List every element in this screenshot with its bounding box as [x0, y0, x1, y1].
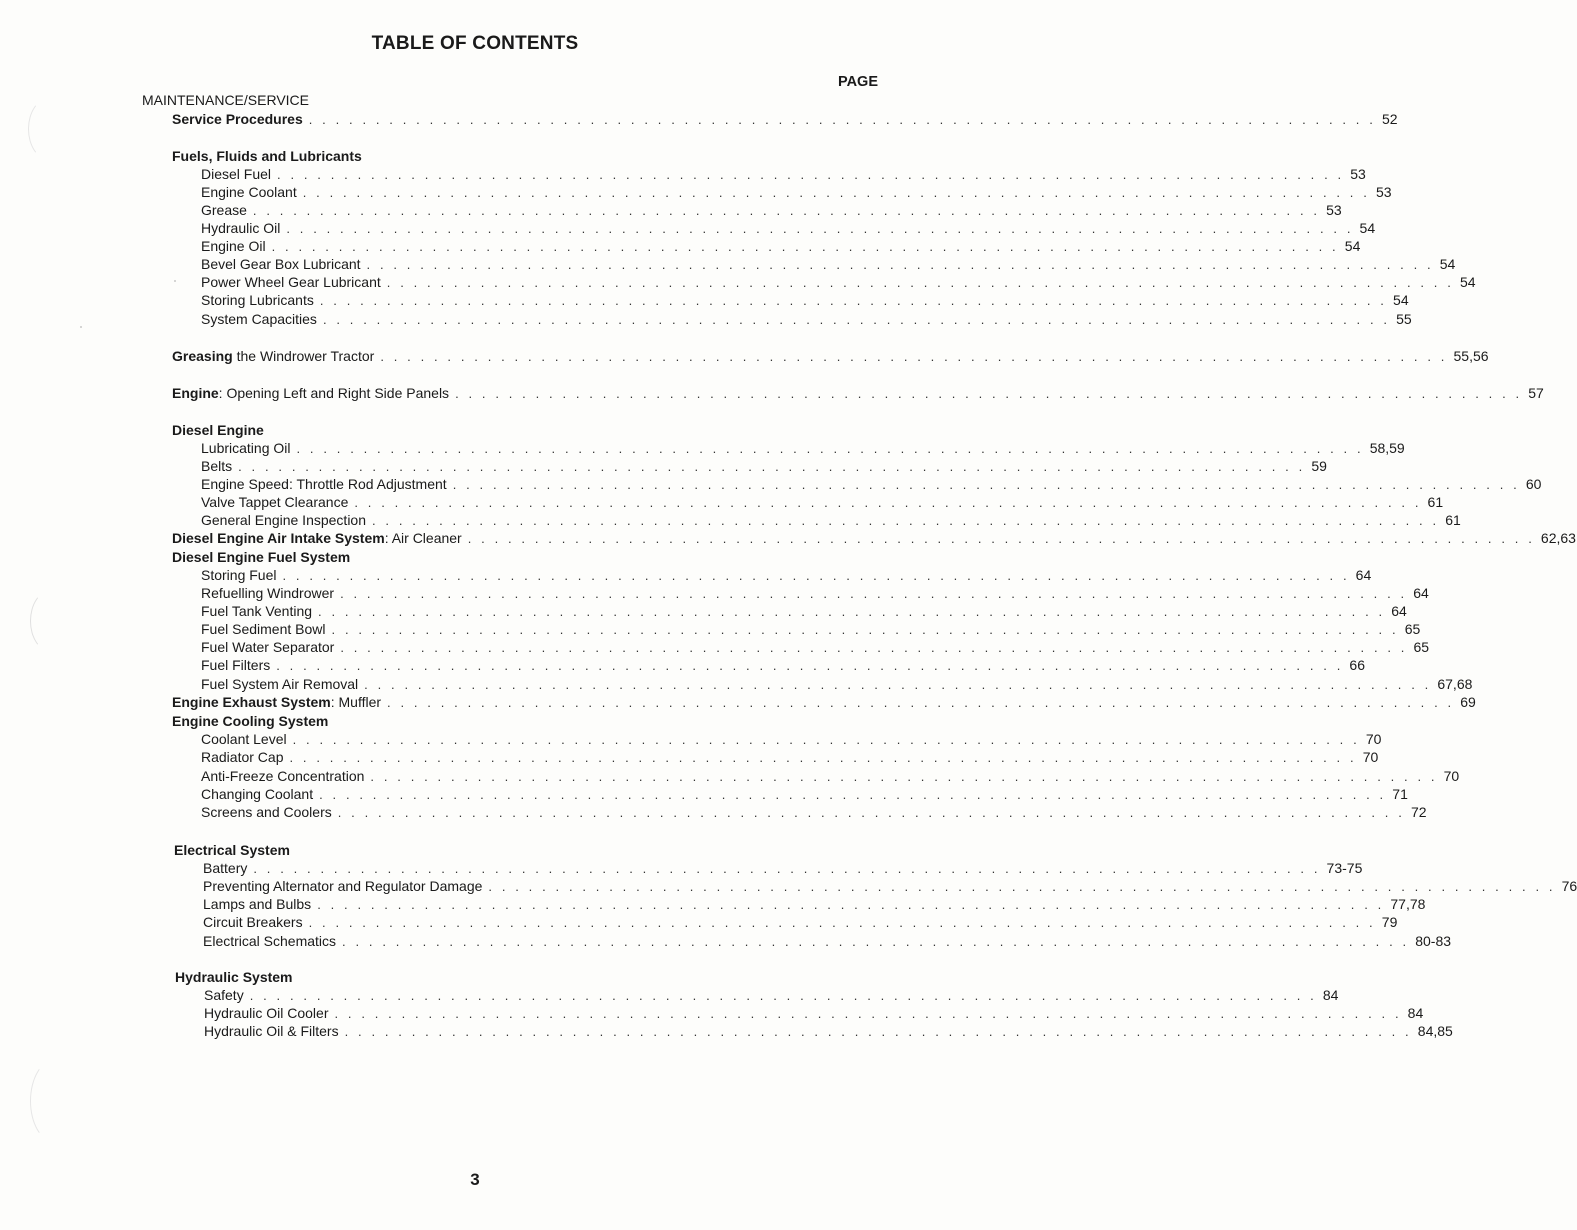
page-number: 3 [470, 1170, 480, 1189]
dot-leader: . . . . . . . . . . . . . . . . . . . . . . . . . . . . . . . . . . . . . . . . . . . . . . . . . . . . . . . . . . . . . . . . . . . . . . . . . . . . . . . . [322, 312, 1391, 327]
toc-entry-bevel-gear [201, 255, 1456, 273]
toc-entry-label-bold: Engine Exhaust System [172, 694, 331, 710]
toc-entry-page: 54 [1359, 220, 1376, 236]
toc-entry-label: Engine Coolant [201, 184, 297, 200]
toc-entry-coolant-level [201, 730, 1382, 748]
toc-entry-label: Power Wheel Gear Lubricant [201, 274, 381, 290]
toc-entry-page: 64 [1391, 603, 1407, 619]
dot-leader: . . . . . . . . . . . . . . . . . . . . . . . . . . . . . . . . . . . . . . . . . . . . . . . . . . . . . . . . . . . . . . . . . . . . . . . . . . . . . . . . [342, 934, 1410, 949]
dot-leader: . . . . . . . . . . . . . . . . . . . . . . . . . . . . . . . . . . . . . . . . . . . . . . . . . . . . . . . . . . . . . . . . . . . . . . . . . . . . . . . . [334, 1006, 1402, 1021]
toc-entry-fuel-tank-venting [201, 602, 1407, 620]
toc-entry-label [172, 693, 387, 711]
toc-entry-label: Grease [201, 202, 247, 218]
dot-leader: . . . . . . . . . . . . . . . . . . . . . . . . . . . . . . . . . . . . . . . . . . . . . . . . . . . . . . . . . . . . . . . . . . . . . . . . . . . . . . . . [331, 622, 1399, 637]
toc-heading-cooling: Engine Cooling System [172, 713, 329, 729]
toc-entry-engine-oil [201, 237, 1361, 255]
toc-heading-fuel-system: Diesel Engine Fuel System [172, 549, 351, 565]
toc-entry-label-bold: Diesel Engine Air Intake System [172, 530, 385, 546]
toc-entry-page: 84 [1407, 1005, 1424, 1021]
toc-entry-air-removal [201, 675, 1473, 693]
toc-entry-label: Engine Speed: Throttle Rod Adjustment [201, 476, 447, 492]
toc-entry-page: 59 [1311, 458, 1327, 474]
page-title: TABLE OF CONTENTS [371, 33, 579, 54]
toc-entry-label: Storing Lubricants [201, 292, 314, 308]
toc-entry-radiator-cap [201, 748, 1379, 766]
toc-entry-label: Hydraulic Oil [201, 220, 281, 236]
dot-leader: . . . . . . . . . . . . . . . . . . . . . . . . . . . . . . . . . . . . . . . . . . . . . . . . . . . . . . . . . . . . . . . . . . . . . . . . . . . . . . . . [366, 257, 1434, 272]
toc-entry-label-bold: Engine [172, 385, 219, 401]
scan-edge-mark [30, 590, 72, 652]
toc-entry-page: 55 [1396, 311, 1412, 327]
toc-entry-page: 62,63 [1540, 530, 1576, 546]
toc-entry-screens-coolers [201, 803, 1427, 821]
toc-entry-oil-cooler [204, 1004, 1424, 1022]
toc-entry-general-inspection [201, 511, 1461, 529]
toc-heading-fuels: Fuels, Fluids and Lubricants [172, 148, 362, 164]
toc-entry-lamps [203, 895, 1426, 913]
toc-entry-anti-freeze [201, 767, 1460, 785]
toc-entry-label: Battery [203, 860, 248, 876]
toc-entry-page: 79 [1381, 914, 1398, 930]
toc-entry-page: 54 [1393, 292, 1409, 308]
toc-entry-page: 69 [1460, 694, 1476, 710]
dot-leader: . . . . . . . . . . . . . . . . . . . . . . . . . . . . . . . . . . . . . . . . . . . . . . . . . . . . . . . . . . . . . . . . . . . . . . . . . . . . . . . . [318, 604, 1386, 619]
dot-leader: . . . . . . . . . . . . . . . . . . . . . . . . . . . . . . . . . . . . . . . . . . . . . . . . . . . . . . . . . . . . . . . . . . . . . . . . . . . . . . . . [308, 915, 1376, 930]
toc-entry-label: Changing Coolant [201, 786, 314, 802]
toc-entry-hydraulic-oil [201, 219, 1376, 237]
toc-entry-page: 80-83 [1415, 933, 1452, 949]
toc-entry-label: Fuel System Air Removal [201, 676, 359, 692]
dot-leader: . . . . . . . . . . . . . . . . . . . . . . . . . . . . . . . . . . . . . . . . . . . . . . . . . . . . . . . . . . . . . . . . . . . . . . . . . . . . . . . . [370, 769, 1438, 784]
toc-entry-page: 58,59 [1369, 440, 1405, 456]
toc-entry-label: System Capacities [201, 311, 317, 327]
dot-leader: . . . . . . . . . . . . . . . . . . . . . . . . . . . . . . . . . . . . . . . . . . . . . . . . . . . . . . . . . . . . . . . . . . . . . . . . . . . . . . . . [238, 459, 1306, 474]
toc-entry-page: 67,68 [1437, 676, 1473, 692]
scan-edge-mark [30, 1060, 78, 1142]
toc-entry-label [172, 384, 455, 402]
toc-entry-power-wheel [201, 273, 1476, 291]
dot-leader: . . . . . . . . . . . . . . . . . . . . . . . . . . . . . . . . . . . . . . . . . . . . . . . . . . . . . . . . . . . . . . . . . . . . . . . . . . . . . . . . [308, 112, 1376, 127]
toc-entry-page: 65 [1404, 621, 1421, 637]
toc-entry-label: Circuit Breakers [203, 914, 303, 930]
toc-entry-label: Valve Tappet Clearance [201, 494, 349, 510]
toc-entry-label: Electrical Schematics [203, 933, 337, 949]
toc-entry-page: 53 [1350, 166, 1366, 182]
toc-entry-diesel-fuel [201, 165, 1366, 183]
toc-entry-page: 61 [1445, 512, 1461, 528]
toc-entry-label: Bevel Gear Box Lubricant [201, 256, 361, 272]
scan-edge-mark [28, 98, 70, 160]
dot-leader: . . . . . . . . . . . . . . . . . . . . . . . . . . . . . . . . . . . . . . . . . . . . . . . . . . . . . . . . . . . . . . . . . . . . . . . . . . . . . . . . [387, 695, 1455, 710]
dot-leader: . . . . . . . . . . . . . . . . . . . . . . . . . . . . . . . . . . . . . . . . . . . . . . . . . . . . . . . . . . . . . . . . . . . . . . . . . . . . . . . . [289, 750, 1357, 765]
toc-entry-fuel-filters [201, 656, 1365, 674]
toc-entry-label: Fuel Water Separator [201, 639, 335, 655]
dot-leader: . . . . . . . . . . . . . . . . . . . . . . . . . . . . . . . . . . . . . . . . . . . . . . . . . . . . . . . . . . . . . . . . . . . . . . . . . . . . . . . . [286, 221, 1354, 236]
toc-entry-label [172, 347, 380, 365]
toc-entry-label: Preventing Alternator and Regulator Damage [203, 878, 483, 894]
toc-entry-service-procedures [172, 110, 1398, 128]
toc-entry-battery [203, 859, 1363, 877]
dot-leader: . . . . . . . . . . . . . . . . . . . . . . . . . . . . . . . . . . . . . . . . . . . . . . . . . . . . . . . . . . . . . . . . . . . . . . . . . . . . . . . . [302, 185, 1370, 200]
toc-entry-label: Belts [201, 458, 233, 474]
toc-entry-engine-coolant [201, 183, 1392, 201]
toc-entry-page: 73-75 [1326, 860, 1363, 876]
dot-leader: . . . . . . . . . . . . . . . . . . . . . . . . . . . . . . . . . . . . . . . . . . . . . . . . . . . . . . . . . . . . . . . . . . . . . . . . . . . . . . . . [317, 897, 1385, 912]
toc-entry-page: 71 [1392, 786, 1408, 802]
toc-entry-page: 54 [1344, 238, 1361, 254]
dot-leader: . . . . . . . . . . . . . . . . . . . . . . . . . . . . . . . . . . . . . . . . . . . . . . . . . . . . . . . . . . . . . . . . . . . . . . . . . . . . . . . . [249, 988, 1317, 1003]
toc-heading-diesel-engine: Diesel Engine [172, 422, 264, 438]
toc-entry-changing-coolant [201, 785, 1408, 803]
toc-entry-label: Hydraulic Oil & Filters [204, 1023, 339, 1039]
toc-entry-label: Service Procedures [172, 111, 303, 127]
page-column-header: PAGE [837, 74, 878, 90]
scan-speck [80, 326, 82, 328]
dot-leader: . . . . . . . . . . . . . . . . . . . . . . . . . . . . . . . . . . . . . . . . . . . . . . . . . . . . . . . . . . . . . . . . . . . . . . . . . . . . . . . . [282, 568, 1350, 583]
toc-entry-page: 70 [1443, 768, 1460, 784]
toc-entry-engine-panels [172, 384, 1544, 402]
toc-entry-label: Lubricating Oil [201, 440, 291, 456]
section-label: MAINTENANCE/SERVICE [142, 92, 309, 108]
dot-leader: . . . . . . . . . . . . . . . . . . . . . . . . . . . . . . . . . . . . . . . . . . . . . . . . . . . . . . . . . . . . . . . . . . . . . . . . . . . . . . . . [277, 167, 1345, 182]
toc-entry-label-rest: : Air Cleaner [384, 530, 462, 546]
toc-entry-page: 66 [1349, 657, 1365, 673]
toc-entry-lubricating-oil [201, 439, 1405, 457]
toc-entry-page: 55,56 [1453, 348, 1489, 364]
dot-leader: . . . . . . . . . . . . . . . . . . . . . . . . . . . . . . . . . . . . . . . . . . . . . . . . . . . . . . . . . . . . . . . . . . . . . . . . . . . . . . . . [372, 513, 1440, 528]
dot-leader: . . . . . . . . . . . . . . . . . . . . . . . . . . . . . . . . . . . . . . . . . . . . . . . . . . . . . . . . . . . . . . . . . . . . . . . . . . . . . . . . [319, 293, 1388, 308]
toc-entry-page: 65 [1413, 639, 1430, 655]
toc-entry-label: Fuel Filters [201, 657, 271, 673]
toc-entry-alternator [203, 877, 1577, 895]
toc-entry-label: Radiator Cap [201, 749, 284, 765]
toc-entry-page: 64 [1413, 585, 1429, 601]
toc-entry-page: 54 [1439, 256, 1456, 272]
dot-leader: . . . . . . . . . . . . . . . . . . . . . . . . . . . . . . . . . . . . . . . . . . . . . . . . . . . . . . . . . . . . . . . . . . . . . . . . . . . . . . . . [467, 531, 1535, 546]
toc-entry-page: 57 [1528, 385, 1544, 401]
toc-entry-schematics [203, 932, 1452, 950]
toc-entry-label: Safety [204, 987, 244, 1003]
toc-entry-fuel-sediment [201, 620, 1421, 638]
toc-entry-page: 60 [1525, 476, 1542, 492]
toc-entry-fuel-water [201, 638, 1430, 656]
toc-entry-engine-speed [201, 475, 1542, 493]
toc-entry-page: 77,78 [1390, 896, 1426, 912]
toc-entry-label: Anti-Freeze Concentration [201, 768, 365, 784]
dot-leader: . . . . . . . . . . . . . . . . . . . . . . . . . . . . . . . . . . . . . . . . . . . . . . . . . . . . . . . . . . . . . . . . . . . . . . . . . . . . . . . . [455, 386, 1523, 401]
toc-entry-label: Refuelling Windrower [201, 585, 335, 601]
toc-entry-storing-fuel [201, 566, 1372, 584]
dot-leader: . . . . . . . . . . . . . . . . . . . . . . . . . . . . . . . . . . . . . . . . . . . . . . . . . . . . . . . . . . . . . . . . . . . . . . . . . . . . . . . . [386, 275, 1454, 290]
dot-leader: . . . . . . . . . . . . . . . . . . . . . . . . . . . . . . . . . . . . . . . . . . . . . . . . . . . . . . . . . . . . . . . . . . . . . . . . . . . . . . . . [488, 879, 1556, 894]
toc-entry-refuelling [201, 584, 1429, 602]
toc-entry-system-capacities [201, 310, 1412, 328]
toc-entry-page: 54 [1459, 274, 1476, 290]
toc-heading-electrical: Electrical System [174, 842, 290, 858]
toc-entry-valve-tappet [201, 493, 1444, 511]
dot-leader: . . . . . . . . . . . . . . . . . . . . . . . . . . . . . . . . . . . . . . . . . . . . . . . . . . . . . . . . . . . . . . . . . . . . . . . . . . . . . . . . [319, 787, 1387, 802]
dot-leader: . . . . . . . . . . . . . . . . . . . . . . . . . . . . . . . . . . . . . . . . . . . . . . . . . . . . . . . . . . . . . . . . . . . . . . . . . . . . . . . . [364, 677, 1432, 692]
toc-entry-label: Lamps and Bulbs [203, 896, 312, 912]
toc-entry-label: Engine Oil [201, 238, 266, 254]
scan-speck [174, 280, 176, 282]
toc-entry-circuit-breakers [203, 913, 1398, 931]
dot-leader: . . . . . . . . . . . . . . . . . . . . . . . . . . . . . . . . . . . . . . . . . . . . . . . . . . . . . . . . . . . . . . . . . . . . . . . . . . . . . . . . [271, 239, 1339, 254]
dot-leader: . . . . . . . . . . . . . . . . . . . . . . . . . . . . . . . . . . . . . . . . . . . . . . . . . . . . . . . . . . . . . . . . . . . . . . . . . . . . . . . . [340, 640, 1408, 655]
toc-entry-page: 53 [1375, 184, 1392, 200]
dot-leader: . . . . . . . . . . . . . . . . . . . . . . . . . . . . . . . . . . . . . . . . . . . . . . . . . . . . . . . . . . . . . . . . . . . . . . . . . . . . . . . . [344, 1024, 1412, 1039]
toc-entry-page: 52 [1381, 111, 1398, 127]
toc-entry-label: Diesel Fuel [201, 166, 272, 182]
toc-entry-page: 61 [1427, 494, 1444, 510]
toc-entry-label: Coolant Level [201, 731, 287, 747]
dot-leader: . . . . . . . . . . . . . . . . . . . . . . . . . . . . . . . . . . . . . . . . . . . . . . . . . . . . . . . . . . . . . . . . . . . . . . . . . . . . . . . . [354, 495, 1422, 510]
toc-entry-label: Storing Fuel [201, 567, 277, 583]
toc-entry-label [172, 529, 468, 547]
toc-entry-storing-lubricants [201, 291, 1409, 309]
dot-leader: . . . . . . . . . . . . . . . . . . . . . . . . . . . . . . . . . . . . . . . . . . . . . . . . . . . . . . . . . . . . . . . . . . . . . . . . . . . . . . . . [380, 349, 1448, 364]
toc-entry-page: 76 [1561, 878, 1577, 894]
toc-entry-label: Screens and Coolers [201, 804, 332, 820]
dot-leader: . . . . . . . . . . . . . . . . . . . . . . . . . . . . . . . . . . . . . . . . . . . . . . . . . . . . . . . . . . . . . . . . . . . . . . . . . . . . . . . . [276, 658, 1344, 673]
toc-entry-page: 53 [1326, 202, 1342, 218]
dot-leader: . . . . . . . . . . . . . . . . . . . . . . . . . . . . . . . . . . . . . . . . . . . . . . . . . . . . . . . . . . . . . . . . . . . . . . . . . . . . . . . . [296, 441, 1364, 456]
dot-leader: . . . . . . . . . . . . . . . . . . . . . . . . . . . . . . . . . . . . . . . . . . . . . . . . . . . . . . . . . . . . . . . . . . . . . . . . . . . . . . . . [252, 203, 1321, 218]
dot-leader: . . . . . . . . . . . . . . . . . . . . . . . . . . . . . . . . . . . . . . . . . . . . . . . . . . . . . . . . . . . . . . . . . . . . . . . . . . . . . . . . [337, 805, 1405, 820]
toc-entry-label: Hydraulic Oil Cooler [204, 1005, 329, 1021]
dot-leader: . . . . . . . . . . . . . . . . . . . . . . . . . . . . . . . . . . . . . . . . . . . . . . . . . . . . . . . . . . . . . . . . . . . . . . . . . . . . . . . . [253, 861, 1321, 876]
toc-entry-oil-filters [204, 1022, 1453, 1040]
toc-entry-page: 84,85 [1417, 1023, 1453, 1039]
toc-entry-page: 84 [1322, 987, 1339, 1003]
toc-entry-label-rest: the Windrower Tractor [232, 348, 375, 364]
toc-entry-page: 70 [1365, 731, 1382, 747]
toc-heading-hydraulic: Hydraulic System [175, 969, 293, 985]
toc-entry-air-intake [172, 529, 1576, 547]
dot-leader: . . . . . . . . . . . . . . . . . . . . . . . . . . . . . . . . . . . . . . . . . . . . . . . . . . . . . . . . . . . . . . . . . . . . . . . . . . . . . . . . [452, 477, 1520, 492]
toc-entry-label: Fuel Tank Venting [201, 603, 313, 619]
toc-entry-label-rest: : Opening Left and Right Side Panels [218, 385, 450, 401]
toc-entry-label-rest: : Muffler [330, 694, 382, 710]
toc-entry-safety [204, 986, 1339, 1004]
toc-entry-page: 70 [1362, 749, 1379, 765]
toc-entry-label: General Engine Inspection [201, 512, 366, 528]
toc-entry-page: 72 [1410, 804, 1427, 820]
toc-entry-grease [201, 201, 1342, 219]
dot-leader: . . . . . . . . . . . . . . . . . . . . . . . . . . . . . . . . . . . . . . . . . . . . . . . . . . . . . . . . . . . . . . . . . . . . . . . . . . . . . . . . [340, 586, 1408, 601]
toc-entry-belts [201, 457, 1327, 475]
toc-entry-label: Fuel Sediment Bowl [201, 621, 326, 637]
toc-entry-greasing [172, 347, 1489, 365]
toc-entry-label-bold: Greasing [172, 348, 233, 364]
toc-entry-page: 64 [1355, 567, 1372, 583]
toc-entry-exhaust [172, 693, 1476, 711]
dot-leader: . . . . . . . . . . . . . . . . . . . . . . . . . . . . . . . . . . . . . . . . . . . . . . . . . . . . . . . . . . . . . . . . . . . . . . . . . . . . . . . . [292, 732, 1360, 747]
